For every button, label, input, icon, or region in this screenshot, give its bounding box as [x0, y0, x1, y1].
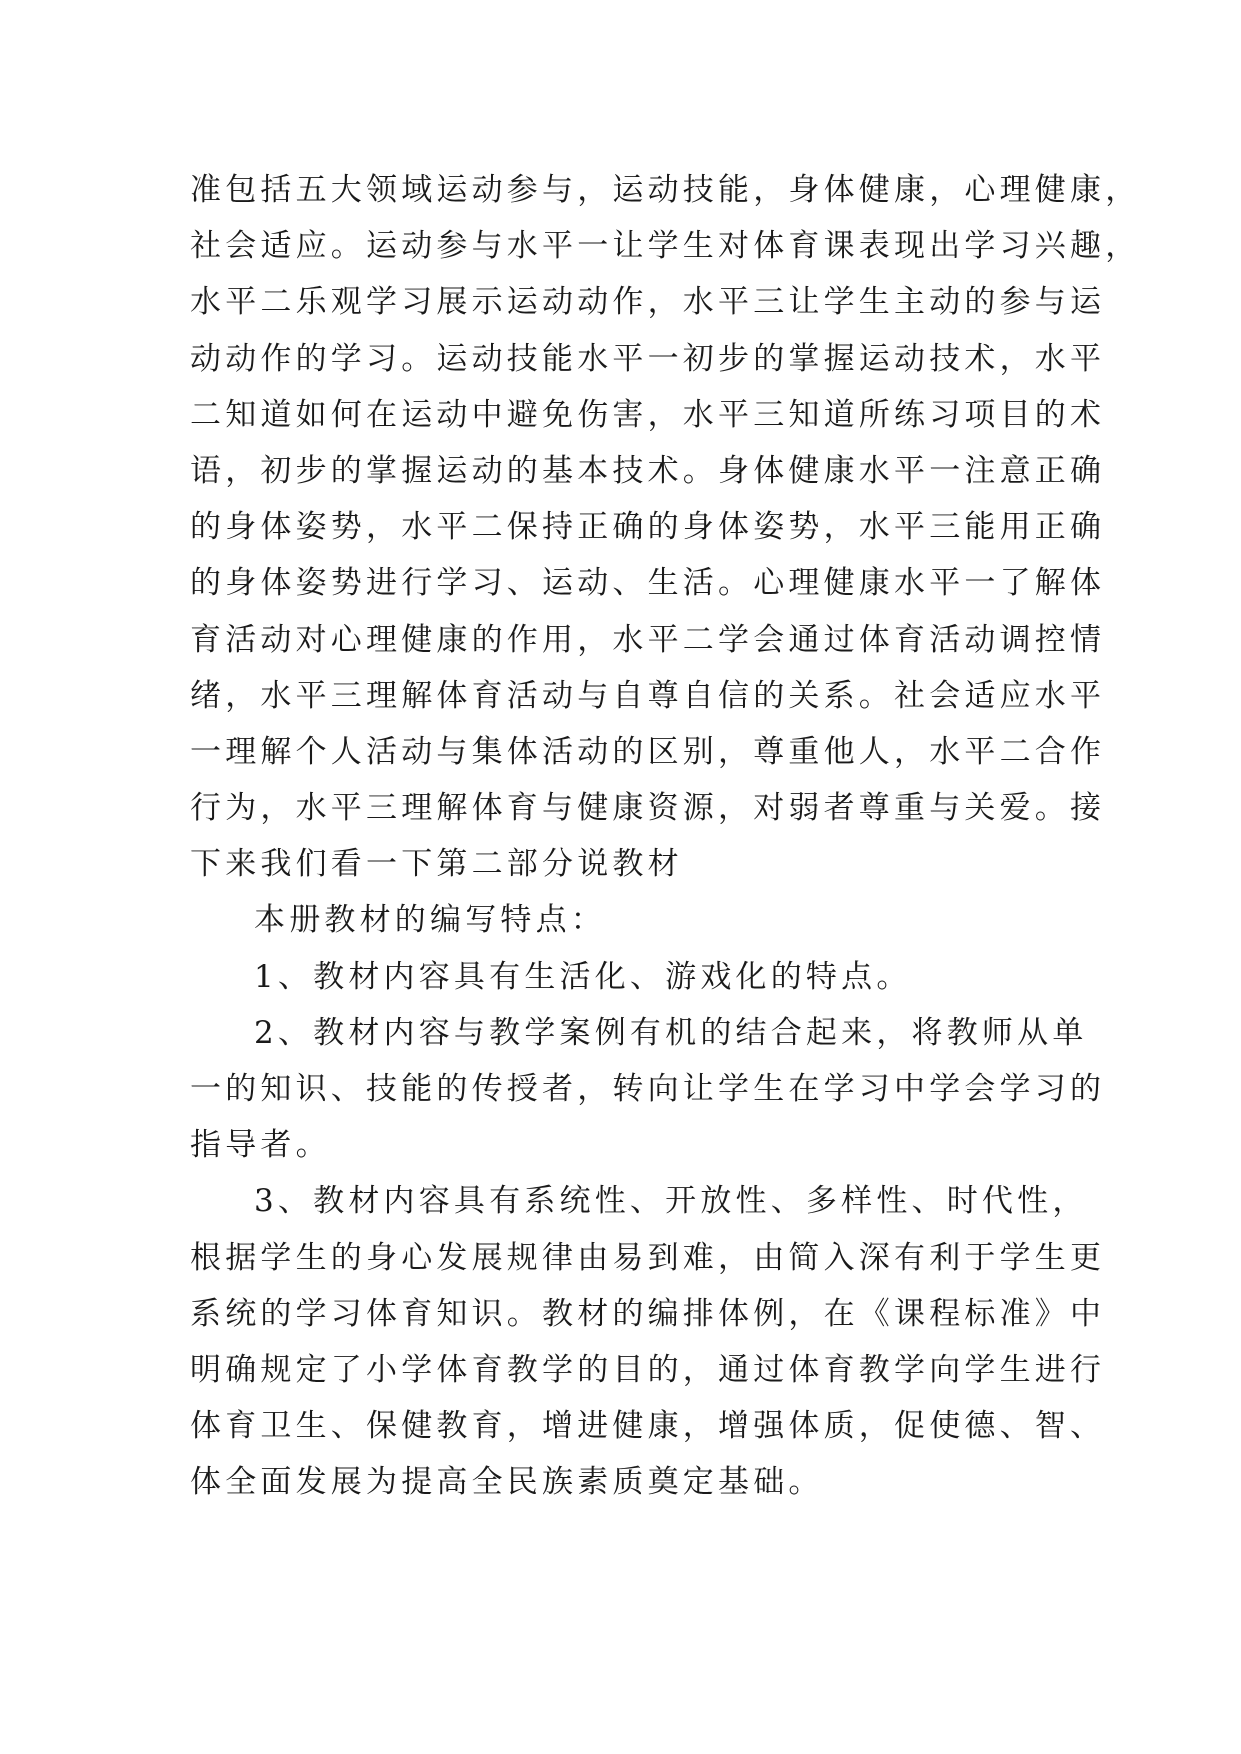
text-line: 体育卫生、保健教育，增进健康，增强体质，促使德、智、	[190, 1408, 1106, 1445]
text-line: 社会适应。运动参与水平一让学生对体育课表现出学习兴趣，	[190, 228, 1141, 265]
text-line: 二知道如何在运动中避免伤害，水平三知道所练习项目的术	[190, 396, 1106, 433]
text-line: 根据学生的身心发展规律由易到难，由简入深有利于学生更	[190, 1239, 1106, 1276]
text-line: 一理解个人活动与集体活动的区别，尊重他人，水平二合作	[190, 733, 1106, 770]
text-line: 指导者。	[190, 1127, 331, 1164]
text-line: 明确规定了小学体育教学的目的，通过体育教学向学生进行	[190, 1351, 1106, 1388]
text-line: 体全面发展为提高全民族素质奠定基础。	[190, 1464, 824, 1501]
text-line: 行为，水平三理解体育与健康资源，对弱者尊重与关爱。接	[190, 790, 1106, 827]
text-line: 育活动对心理健康的作用，水平二学会通过体育活动调控情	[190, 621, 1106, 658]
text-line: 下来我们看一下第二部分说教材	[190, 846, 683, 883]
text-line: 2、教材内容与教学案例有机的结合起来，将教师从单	[254, 1014, 1088, 1051]
text-line: 动动作的学习。运动技能水平一初步的掌握运动技术，水平	[190, 340, 1106, 377]
text-line: 的身体姿势，水平二保持正确的身体姿势，水平三能用正确	[190, 509, 1106, 546]
text-line: 本册教材的编写特点：	[254, 902, 606, 939]
body-text	[190, 162, 1141, 1511]
text-line: 准包括五大领域运动参与，运动技能，身体健康，心理健康，	[190, 172, 1141, 208]
text-line: 1、教材内容具有生活化、游戏化的特点。	[254, 958, 912, 995]
text-line: 语，初步的掌握运动的基本技术。身体健康水平一注意正确	[190, 452, 1106, 489]
text-line: 绪，水平三理解体育活动与自尊自信的关系。社会适应水平	[190, 677, 1106, 714]
text-line: 一的知识、技能的传授者，转向让学生在学习中学会学习的	[190, 1071, 1106, 1107]
text-line: 的身体姿势进行学习、运动、生活。心理健康水平一了解体	[190, 565, 1106, 602]
text-line: 水平二乐观学习展示运动动作，水平三让学生主动的参与运	[190, 284, 1106, 321]
text-line: 系统的学习体育知识。教材的编排体例，在《课程标准》中	[190, 1295, 1106, 1332]
text-line: 3、教材内容具有系统性、开放性、多样性、时代性，	[254, 1183, 1088, 1220]
